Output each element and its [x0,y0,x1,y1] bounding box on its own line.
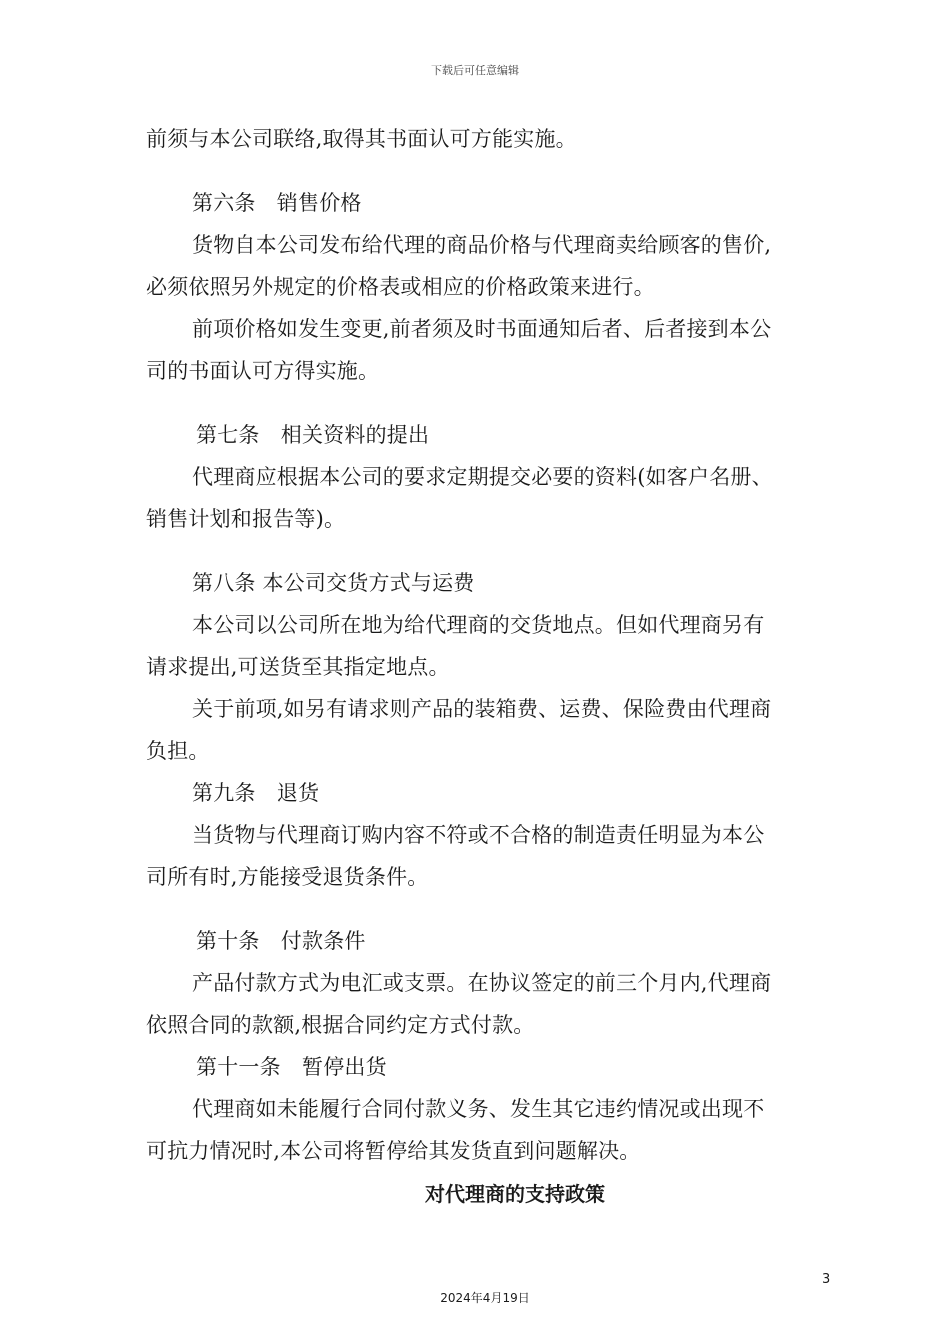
section-title: 对代理商的支持政策 [425,1182,605,1206]
article-9-heading: 第九条 退货 [192,781,320,805]
document-body [146,118,836,1172]
paragraph-line: 代理商应根据本公司的要求定期提交必要的资料(如客户名册、 [192,465,773,489]
paragraph-gap [146,898,836,920]
paragraph-line: 销售计划和报告等)。 [146,507,346,531]
paragraph-line: 可抗力情况时,本公司将暂停给其发货直到问题解决。 [146,1139,641,1163]
page-number: 3 [822,1272,831,1287]
paragraph-line: 产品付款方式为电汇或支票。在协议签定的前三个月内,代理商 [192,971,772,995]
paragraph-gap [146,540,836,562]
paragraph-line: 前须与本公司联络,取得其书面认可方能实施。 [146,127,577,151]
paragraph-line: 货物自本公司发布给代理的商品价格与代理商卖给顾客的售价, [192,233,772,257]
article-8-heading: 第八条 本公司交货方式与运费 [192,571,475,595]
article-7-heading: 第七条 相关资料的提出 [196,423,430,447]
page-header: 下载后可任意编辑 [431,64,519,77]
paragraph-line: 必须依照另外规定的价格表或相应的价格政策来进行。 [146,275,655,299]
article-10-heading: 第十条 付款条件 [196,929,366,953]
paragraph-line: 前项价格如发生变更,前者须及时书面通知后者、后者接到本公 [192,317,772,341]
page-footer-date: 2024年4月19日 [440,1291,530,1305]
paragraph-line: 当货物与代理商订购内容不符或不合格的制造责任明显为本公 [192,823,765,847]
paragraph-line: 请求提出,可送货至其指定地点。 [146,655,450,679]
paragraph-line: 司的书面认可方得实施。 [146,359,380,383]
paragraph-line: 关于前项,如另有请求则产品的装箱费、运费、保险费由代理商 [192,697,772,721]
article-6-heading: 第六条 销售价格 [192,191,362,215]
paragraph-gap [146,392,836,414]
paragraph-line: 依照合同的款额,根据合同约定方式付款。 [146,1013,535,1037]
paragraph-gap [146,160,836,182]
article-11-heading: 第十一条 暂停出货 [196,1055,387,1079]
paragraph-line: 司所有时,方能接受退货条件。 [146,865,429,889]
paragraph-line: 代理商如未能履行合同付款义务、发生其它违约情况或出现不 [192,1097,765,1121]
paragraph-line: 本公司以公司所在地为给代理商的交货地点。但如代理商另有 [192,613,765,637]
paragraph-line: 负担。 [146,739,210,763]
